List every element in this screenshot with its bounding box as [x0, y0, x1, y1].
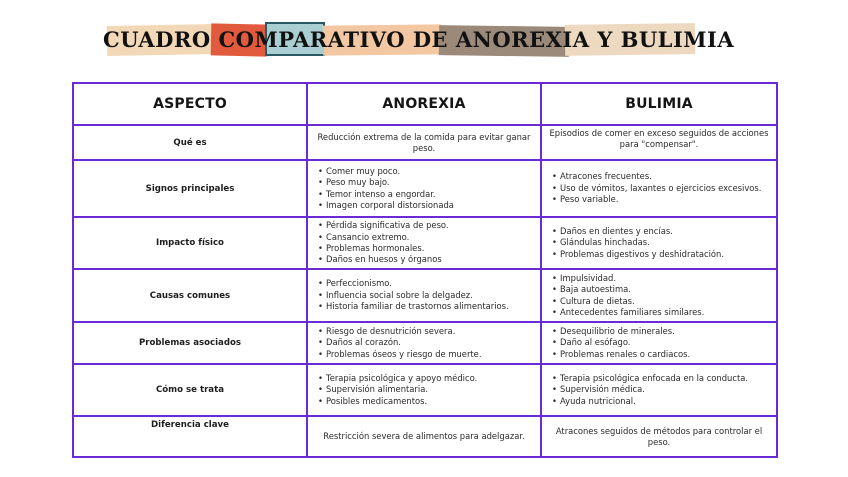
table-row	[73, 125, 777, 160]
list-item: • Peso variable.	[552, 194, 770, 205]
list-item: • Daños al corazón.	[318, 337, 534, 348]
aspect-cell: Problemas asociados	[73, 322, 307, 364]
bulimia-cell	[541, 322, 777, 364]
bulimia-cell	[541, 269, 777, 322]
list-item: • Glándulas hinchadas.	[552, 237, 770, 248]
list-item: • Problemas óseos y riesgo de muerte.	[318, 349, 534, 360]
bullet-list	[548, 373, 770, 407]
list-item: • Cansancio extremo.	[318, 232, 534, 243]
table-row	[73, 364, 777, 416]
list-item: • Uso de vómitos, laxantes o ejercicios excesivos.	[552, 183, 770, 194]
bulimia-cell	[541, 160, 777, 217]
comparison-table	[72, 82, 778, 458]
bulimia-cell	[541, 217, 777, 269]
bullet-list	[314, 220, 534, 266]
list-item: • Perfeccionismo.	[318, 278, 534, 289]
anorexia-cell	[307, 269, 541, 322]
bullet-list	[314, 373, 534, 407]
header-row	[73, 83, 777, 125]
list-item: • Impulsividad.	[552, 273, 770, 284]
list-item: • Ayuda nutricional.	[552, 396, 770, 407]
bullet-list	[314, 166, 534, 212]
title-banner	[103, 22, 735, 60]
aspect-cell: Signos principales	[73, 160, 307, 217]
list-item: • Atracones frecuentes.	[552, 171, 770, 182]
bulimia-cell: Atracones seguidos de métodos para controlar el peso.	[541, 416, 777, 457]
bullet-list	[314, 278, 534, 312]
list-item: • Problemas hormonales.	[318, 243, 534, 254]
list-item: • Baja autoestima.	[552, 284, 770, 295]
list-item: • Imagen corporal distorsionada	[318, 200, 534, 211]
header-aspect: ASPECTO	[73, 83, 307, 125]
list-item: • Daños en dientes y encías.	[552, 226, 770, 237]
list-item: • Daño al esófago.	[552, 337, 770, 348]
anorexia-cell	[307, 160, 541, 217]
bullet-list	[548, 171, 770, 205]
list-item: • Posibles medicamentos.	[318, 396, 534, 407]
list-item: • Desequilibrio de minerales.	[552, 326, 770, 337]
list-item: • Cultura de dietas.	[552, 296, 770, 307]
aspect-cell: Cómo se trata	[73, 364, 307, 416]
list-item: • Influencia social sobre la delgadez.	[318, 290, 534, 301]
list-item: • Terapia psicológica y apoyo médico.	[318, 373, 534, 384]
aspect-cell: Impacto físico	[73, 217, 307, 269]
bullet-list	[548, 273, 770, 319]
aspect-cell: Diferencia clave	[73, 416, 307, 457]
header-anorexia: ANOREXIA	[307, 83, 541, 125]
list-item: • Supervisión alimentaria.	[318, 384, 534, 395]
list-item: • Daños en huesos y órganos	[318, 254, 534, 265]
list-item: • Comer muy poco.	[318, 166, 534, 177]
header-bulimia: BULIMIA	[541, 83, 777, 125]
list-item: • Supervisión médica.	[552, 384, 770, 395]
list-item: • Pérdida significativa de peso.	[318, 220, 534, 231]
page-title: CUADRO COMPARATIVO DE ANOREXIA Y BULIMIA	[103, 27, 735, 52]
list-item: • Antecedentes familiares similares.	[552, 307, 770, 318]
list-item: • Peso muy bajo.	[318, 177, 534, 188]
table-row	[73, 322, 777, 364]
list-item: • Problemas renales o cardiacos.	[552, 349, 770, 360]
bullet-list	[314, 326, 534, 360]
anorexia-cell: Reducción extrema de la comida para evitar ganar peso.	[307, 125, 541, 160]
list-item: • Problemas digestivos y deshidratación.	[552, 249, 770, 260]
bullet-list	[548, 226, 770, 260]
anorexia-cell	[307, 217, 541, 269]
list-item: • Riesgo de desnutrición severa.	[318, 326, 534, 337]
anorexia-cell: Restricción severa de alimentos para adelgazar.	[307, 416, 541, 457]
bulimia-cell	[541, 364, 777, 416]
anorexia-cell	[307, 364, 541, 416]
list-item: • Historia familiar de trastornos alimentarios.	[318, 301, 534, 312]
table-row	[73, 160, 777, 217]
aspect-cell: Causas comunes	[73, 269, 307, 322]
table-row	[73, 217, 777, 269]
bulimia-cell: Episodios de comer en exceso seguidos de acciones para "compensar".	[541, 125, 777, 160]
table-row	[73, 269, 777, 322]
bullet-list	[548, 326, 770, 360]
list-item: • Terapia psicológica enfocada en la conducta.	[552, 373, 770, 384]
aspect-cell: Qué es	[73, 125, 307, 160]
anorexia-cell	[307, 322, 541, 364]
table-row	[73, 416, 777, 457]
list-item: • Temor intenso a engordar.	[318, 189, 534, 200]
